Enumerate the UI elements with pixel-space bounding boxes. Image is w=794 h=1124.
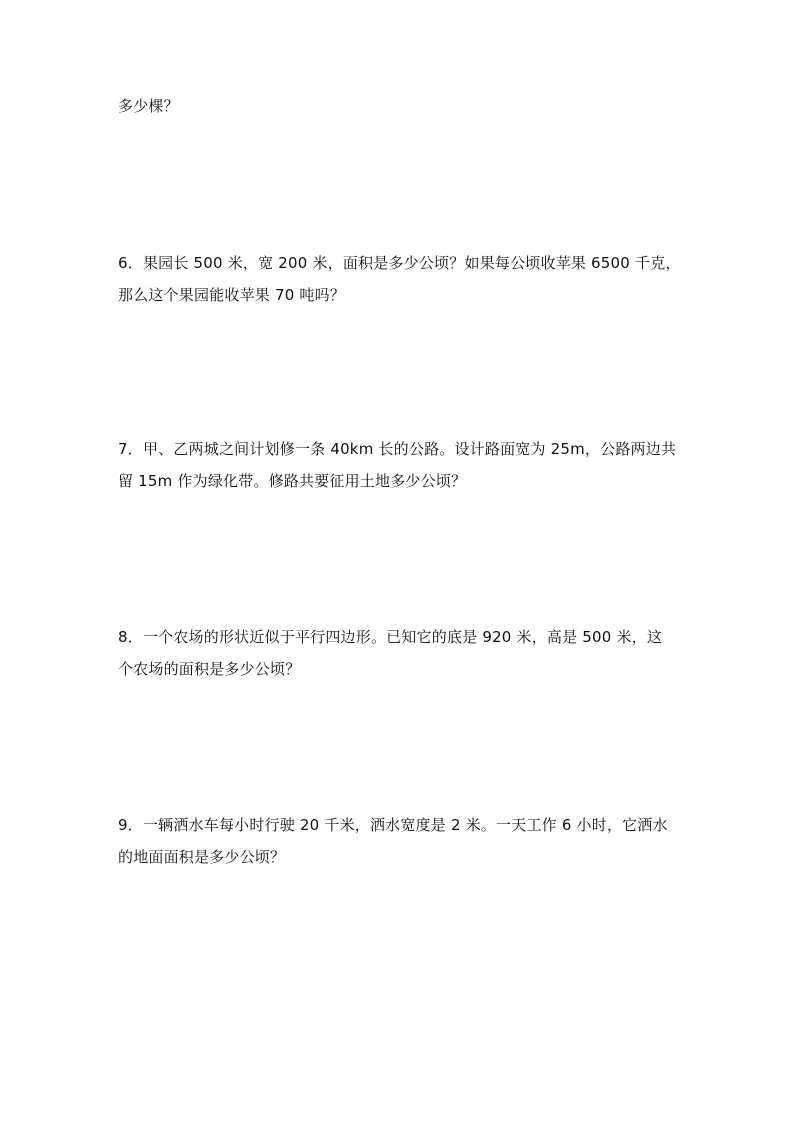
problem-8-line-2: 个农场的面积是多少公顷？ [118,660,301,678]
problem-7-line-1 [118,439,678,459]
problem-7-line-2: 留 15m 作为绿化带。修路共要征用土地多少公顷？ [118,472,467,490]
problem-text: 一个农场的形状近似于平行四边形。已知它的底是 920 米，高是 500 米，这 [142,628,663,646]
problem-text: 果园长 500 米，宽 200 米，面积是多少公顷？如果每公顷收苹果 6500 千克， [142,254,681,272]
problem-text: 甲、乙两城之间计划修一条 40km 长的公路。设计路面宽为 25m，公路两边共 [142,440,677,458]
problem-number: 6． [118,254,143,272]
problem-8-line-1 [118,627,678,647]
problem-text: 一辆洒水车每小时行驶 20 千米，洒水宽度是 2 米。一天工作 6 小时，它洒水 [142,816,668,834]
problem-number: 8． [118,628,143,646]
problem-number: 7． [118,440,143,458]
problem-6-line-2: 那么这个果园能收苹果 70 吨吗？ [118,286,346,304]
problem-number: 9． [118,816,143,834]
problem-9-line-2: 的地面面积是多少公顷？ [118,848,286,866]
continuation-text: 多少棵？ [118,97,179,115]
problem-9-line-1 [118,815,678,835]
problem-6-line-1 [118,253,681,273]
